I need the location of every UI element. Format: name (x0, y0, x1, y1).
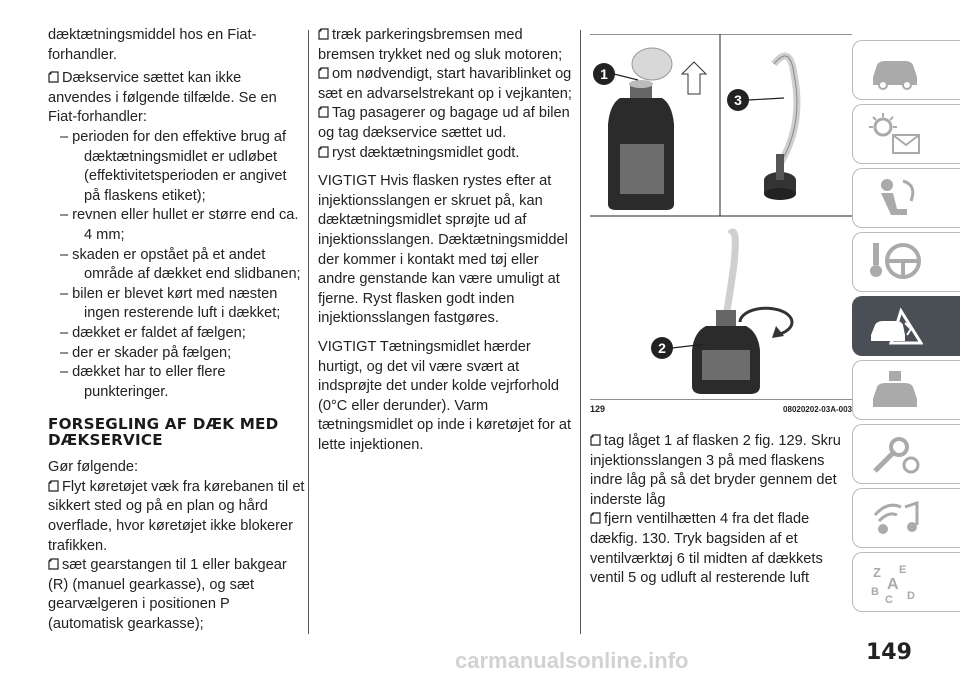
figure-129 (590, 34, 852, 400)
dash-list (48, 128, 306, 402)
svg-text:1: 1 (600, 66, 608, 82)
bullet-icon (318, 67, 329, 80)
bullet-icon (318, 28, 329, 41)
text-column-3 (590, 432, 852, 589)
svg-text:2: 2 (658, 340, 666, 356)
column-divider (580, 30, 581, 634)
figure-caption (590, 400, 852, 418)
sealant-bottle-illustration (608, 48, 706, 210)
bullet-icon (48, 71, 59, 84)
dash-item: – dækket har to eller flere punkteringer. (60, 364, 226, 400)
alphabetical-index-icon (867, 559, 923, 605)
svg-text:E: E (899, 564, 907, 576)
svg-text:3: 3 (734, 92, 742, 108)
bullet-icon (318, 146, 329, 159)
warning-paragraph: VIGTIGT Tætningsmidlet hærder hurtigt, og det vil være svært at indsprøjte det under kolde vejrforhold (0°C eller derunder). Varm tætningsmidlet op inde i køretøjet for at lette injektionen. (318, 338, 572, 453)
bullet-icon (590, 434, 601, 447)
wrench-specs-icon (867, 431, 923, 477)
callout-badge (593, 63, 615, 85)
svg-text:C: C (885, 594, 893, 605)
multimedia-icon (867, 495, 923, 541)
dash-item: – perioden for den effektive brug af dæktætningsmidlet er udløbet (effektivitetsperioden er angivet på flaskens etiket); (60, 128, 287, 204)
callout-badge (727, 89, 749, 111)
watermark: carmanualsonline.info (455, 648, 689, 673)
svg-text:A: A (887, 576, 899, 593)
svg-text:Z: Z (873, 565, 881, 580)
tab-multimedia[interactable] (852, 488, 960, 548)
emergency-car-icon (867, 303, 923, 349)
tab-in-an-emergency[interactable] (852, 296, 960, 356)
svg-text:D: D (907, 590, 915, 602)
tab-technical-data[interactable] (852, 424, 960, 484)
injection-hose-illustration (764, 56, 797, 200)
car-dashboard-icon (867, 47, 923, 93)
dash-item: – bilen er blevet kørt med næsten ingen resterende luft i dækket; (60, 285, 281, 322)
bottle-with-hose-illustration (692, 232, 792, 394)
bullet-paragraph: tag låget 1 af flasken 2 fig. 129. Skru injektionsslangen 3 på med flaskens indre låg på så det bryder gennem det inderste låg (590, 433, 841, 508)
section-heading: FORSEGLING AF DÆK MED DÆKSERVICE (48, 415, 279, 450)
figure-number: 129 (590, 404, 606, 414)
column-divider (308, 30, 309, 634)
bullet-icon (590, 512, 601, 525)
key-steering-icon (867, 239, 923, 285)
dash-item: – revnen eller hullet er større end ca. 4 mm; (60, 207, 299, 243)
bullet-paragraph: fjern ventilhætten 4 fra det flade dækfig. 130. Tryk bagsiden af et ventilværktøj 6 til midten af dækkets ventil 5 og udluft al resterende luft (590, 511, 823, 587)
bullet-paragraph: Dækservice sættet kan ikke anvendes i følgende tilfælde. Se en Fiat-forhandler: (48, 70, 277, 126)
bullet-paragraph: om nødvendigt, start havariblinket og sæt en advarselstrekant op i vejkanten; (318, 66, 572, 102)
warning-lights-icon (867, 111, 923, 157)
bullet-icon (48, 480, 59, 493)
bullet-icon (318, 106, 329, 119)
bullet-icon (48, 558, 59, 571)
warning-paragraph: VIGTIGT Hvis flasken rystes efter at injektionsslangen er skruet på, kan dæktætningsmidlet sprøjte ud af injektionsslangen. Dæktætningsmiddel der kommer i kontakt med tøj eller andre genstande kan være umuligt at fjerne. Ryst flasken godt inden injektionsslangen fastgøres. (318, 173, 568, 327)
text-column-2 (318, 26, 578, 455)
airbag-seat-icon (867, 175, 923, 221)
dash-item: – skaden er opstået på et andet område af dækket end slidbanen; (60, 246, 301, 283)
page-number: 149 (866, 640, 912, 665)
svg-text:B: B (871, 586, 879, 598)
paragraph: Gør følgende: (48, 459, 139, 476)
dash-item: – dækket er faldet af fælgen; (60, 324, 246, 341)
bullet-paragraph: Flyt køretøjet væk fra kørebanen til et sikkert sted og på en plan og hård overflade, hvor køretøjet ikke blokerer trafikken. (48, 478, 305, 554)
tab-car-dashboard[interactable] (852, 40, 960, 100)
dash-item: – der er skader på fælgen; (60, 344, 232, 361)
bullet-paragraph: sæt gearstangen til 1 eller bakgear (R) (manuel gearkasse), og sæt gearvælgeren i positionen P (automatisk gearkasse); (48, 557, 287, 633)
text-column-1 (48, 26, 306, 635)
tab-safety[interactable] (852, 168, 960, 228)
figure-code: 08020202-03A-003 (783, 405, 852, 414)
paragraph: dæktætningsmiddel hos en Fiat-forhandler. (48, 27, 257, 63)
callout-line (614, 74, 638, 80)
tab-index[interactable] (852, 552, 960, 612)
bullet-paragraph: træk parkeringsbremsen med bremsen trykket ned og sluk motoren; (318, 27, 563, 63)
tab-warning-lights[interactable] (852, 104, 960, 164)
tab-servicing[interactable] (852, 360, 960, 420)
bullet-paragraph: Tag pasagerer og bagage ud af bilen og tag dækservice sættet ud. (318, 105, 570, 141)
callout-line (748, 98, 784, 100)
tab-starting-driving[interactable] (852, 232, 960, 292)
bullet-paragraph: ryst dæktætningsmidlet godt. (318, 144, 578, 164)
car-maintenance-icon (867, 367, 923, 413)
callout-badge (651, 337, 673, 359)
